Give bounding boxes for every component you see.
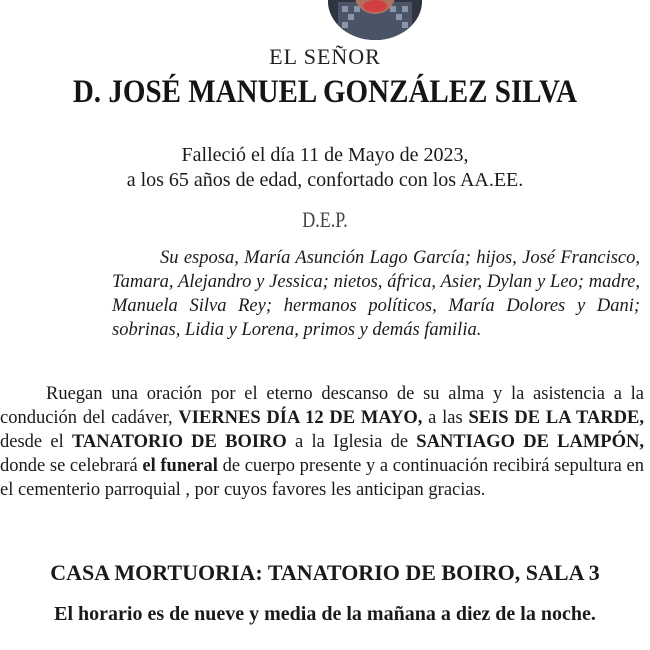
ruegan-paragraph: [0, 382, 644, 502]
ruegan-text-5: donde se celebrará: [0, 456, 143, 476]
ruegan-date: VIERNES DÍA 12 DE MAYO,: [178, 408, 423, 428]
ruegan-text-2: a las: [422, 408, 469, 428]
ruegan-funeral: el funeral: [142, 456, 218, 476]
ruegan-text-6: de cuerpo presente y a continuación recibirá sepultura en el cementerio parroquial , por cuyos favores les anticipan gracias.: [0, 456, 645, 500]
death-age-line: a los 65 años de edad, confortado con los AA.EE.: [126, 169, 524, 191]
ruegan-church: SANTIAGO DE LAMPÓN,: [416, 432, 644, 452]
portrait-photo: [328, 0, 422, 40]
deceased-name: D. JOSÉ MANUEL GONZÁLEZ SILVA: [72, 74, 578, 110]
dep-label: D.E.P.: [302, 207, 348, 232]
title-el-senor: EL SEÑOR: [269, 44, 381, 69]
ruegan-text-1: Ruegan una oración por el eterno descanso de su alma y la asistencia a la condución del cadáver,: [0, 384, 644, 428]
death-notice: [60, 143, 590, 193]
ruegan-time: SEIS DE LA TARDE,: [468, 408, 644, 428]
ruegan-text-4: a la Iglesia de: [286, 432, 417, 452]
family-paragraph: Su esposa, María Asunción Lago García; hijos, José Francisco, Tamara, Alejandro y Jessica; nietos, áfrica, Asier, Dylan y Leo; madre, Manuela Silva Rey; hermanos políticos, María Dolores y Dani; sobrinas, Lidia y Lorena, primos y demás familia.: [112, 248, 640, 340]
ruegan-tanatorio: TANATORIO DE BOIRO: [71, 432, 287, 452]
death-date-line: Falleció el día 11 de Mayo de 2023,: [181, 144, 469, 166]
ruegan-text-3: desde el: [0, 432, 72, 452]
casa-mortuoria: CASA MORTUORIA: TANATORIO DE BOIRO, SALA 3: [50, 560, 600, 585]
horario: El horario es de nueve y media de la mañana a diez de la noche.: [54, 603, 596, 625]
